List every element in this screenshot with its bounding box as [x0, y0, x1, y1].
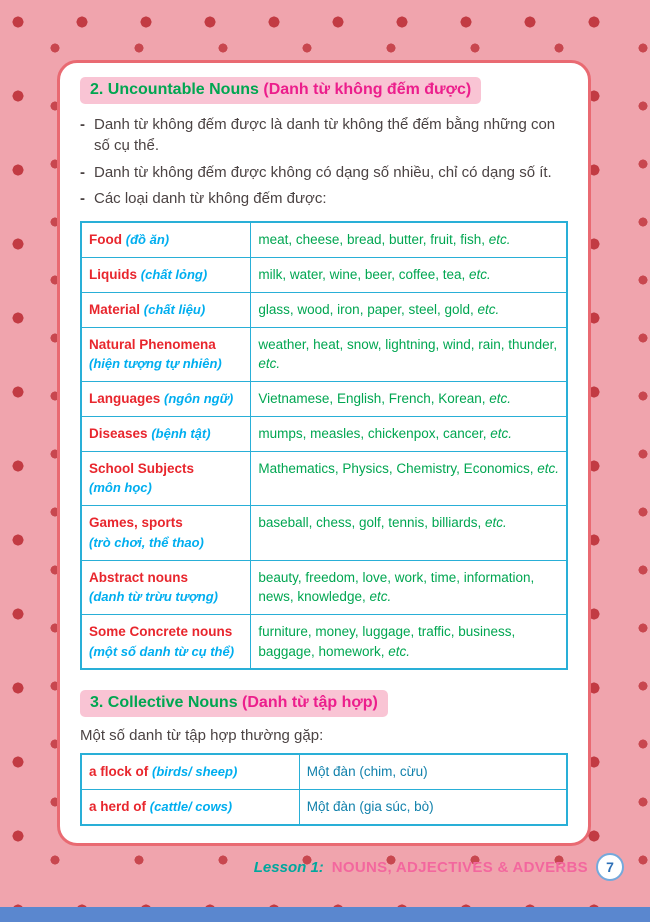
term-text: Games, sports — [89, 515, 183, 531]
footer — [254, 853, 624, 881]
value-cell — [251, 258, 566, 292]
value-text: Vietnamese, English, French, Korean, etc. — [258, 391, 512, 407]
value-cell — [251, 293, 566, 327]
value-text: Một đàn (gia súc, bò) — [306, 799, 434, 815]
value-cell — [251, 417, 566, 451]
bottom-bar — [0, 907, 650, 922]
term-cell — [82, 223, 251, 257]
value-cell — [251, 328, 566, 381]
table-row — [82, 223, 566, 257]
term-text: Material — [89, 301, 141, 317]
bullet-text: - Danh từ không đếm được là danh từ không thể đếm bằng những con số cụ thể. — [94, 116, 556, 155]
bullet-item — [80, 188, 568, 209]
value-text: Mathematics, Physics, Chemistry, Economics, etc. — [258, 460, 559, 476]
lesson-label: Lesson 1: — [253, 858, 324, 876]
term-translation: (cattle/ cows) — [149, 799, 233, 815]
table-row — [82, 327, 566, 381]
collective-intro: Một số danh từ tập hợp thường gặp: — [80, 727, 324, 745]
term-cell — [82, 417, 251, 451]
term-cell — [82, 615, 251, 668]
term-cell — [82, 293, 251, 327]
term-translation: (ngôn ngữ) — [164, 391, 234, 407]
bullet-text: - Danh từ không đếm được không có dạng số nhiều, chỉ có dạng số ít. — [94, 163, 552, 181]
table-row — [82, 416, 566, 451]
term-text: Diseases — [89, 425, 148, 441]
table-row — [82, 451, 566, 505]
value-cell — [300, 755, 566, 789]
section2-title — [80, 77, 481, 104]
value-text: beauty, freedom, love, work, time, information, news, knowledge, etc. — [258, 569, 535, 605]
term-cell — [82, 258, 251, 292]
section2-title-vi: (Danh từ không đếm được) — [263, 81, 472, 98]
term-translation: (chất liệu) — [143, 301, 206, 317]
section3-title-line — [80, 690, 568, 717]
term-cell — [82, 506, 251, 559]
value-text: mumps, measles, chickenpox, cancer, etc. — [258, 425, 513, 441]
term-text: a flock of — [89, 764, 149, 780]
bullet-item — [80, 114, 568, 157]
value-cell — [251, 561, 566, 614]
term-translation: (birds/ sheep) — [152, 764, 238, 780]
value-text: furniture, money, luggage, traffic, business, baggage, homework, etc. — [258, 624, 516, 659]
section2-title-line — [80, 77, 568, 104]
table-row — [82, 292, 566, 327]
value-text: weather, heat, snow, lightning, wind, rain, thunder, etc. — [258, 336, 558, 372]
term-cell — [82, 790, 300, 824]
table-row — [82, 381, 566, 416]
term-cell — [82, 755, 300, 789]
term-translation: (bệnh tật) — [151, 425, 211, 441]
value-cell — [251, 452, 566, 505]
term-text: a herd of — [89, 799, 147, 815]
term-text: School Subjects — [89, 460, 195, 476]
term-cell — [82, 382, 251, 416]
uncountable-table — [80, 221, 568, 670]
term-text: Food — [89, 232, 122, 248]
term-translation: (trò chơi, thể thao) — [89, 534, 204, 550]
value-text: milk, water, wine, beer, coffee, tea, etc. — [258, 267, 491, 283]
page-number-badge: 7 — [596, 853, 624, 881]
section3-title-en: 3. Collective Nouns — [90, 694, 238, 712]
term-cell — [82, 561, 251, 614]
term-text: Liquids — [89, 267, 137, 283]
value-text: glass, wood, iron, paper, steel, gold, etc. — [258, 301, 500, 317]
term-translation: (hiện tượng tự nhiên) — [89, 356, 222, 372]
table-row — [82, 505, 566, 559]
value-cell — [251, 223, 566, 257]
term-text: Some Concrete nouns — [89, 624, 233, 640]
lesson-title: NOUNS, ADJECTIVES & ADVERBS — [331, 858, 588, 876]
term-text: Abstract nouns — [89, 569, 189, 585]
content-card — [57, 60, 591, 846]
term-text: Languages — [89, 391, 161, 407]
bullet-item — [80, 162, 568, 183]
table-row — [82, 560, 566, 614]
value-cell — [251, 382, 566, 416]
bullet-text: - Các loại danh từ không đếm được: — [94, 189, 327, 207]
value-text: meat, cheese, bread, butter, fruit, fish, etc. — [258, 232, 511, 248]
value-cell — [251, 615, 566, 668]
term-cell — [82, 452, 251, 505]
term-translation: (môn học) — [89, 480, 152, 496]
term-cell — [82, 328, 251, 381]
collective-table — [80, 753, 568, 826]
term-translation: (chất lỏng) — [140, 267, 208, 283]
term-translation: (một số danh từ cụ thể) — [89, 643, 235, 659]
value-cell — [300, 790, 566, 824]
table-row — [82, 789, 566, 824]
table-row — [82, 257, 566, 292]
table-row — [82, 755, 566, 789]
value-text: Một đàn (chim, cừu) — [306, 764, 428, 780]
value-cell — [251, 506, 566, 559]
section3-title — [80, 690, 388, 717]
section2-title-en: 2. Uncountable Nouns — [90, 81, 259, 98]
section3-title-vi: (Danh từ tập hợp) — [242, 694, 378, 712]
term-translation: (danh từ trừu tượng) — [89, 589, 218, 605]
term-text: Natural Phenomena — [89, 336, 216, 352]
term-translation: (đồ ăn) — [125, 232, 170, 248]
value-text: baseball, chess, golf, tennis, billiards, etc. — [258, 515, 507, 531]
bullet-list — [80, 114, 568, 209]
table-row — [82, 614, 566, 668]
